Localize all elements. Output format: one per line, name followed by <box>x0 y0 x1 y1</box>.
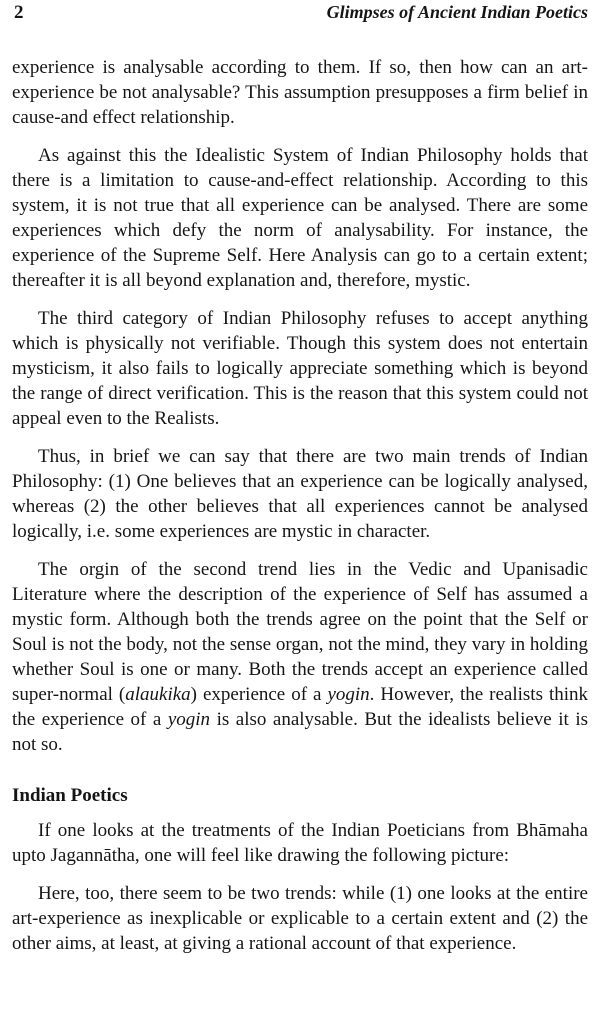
italic-term-alaukika: alaukika <box>125 684 191 705</box>
paragraph-text: . However, the realists think the experience of a <box>12 684 589 730</box>
running-header <box>12 2 588 26</box>
paragraph-poeticians: If one looks at the treatments of the Indian Poeticians from Bhāmaha upto Jagannātha, one will feel like drawing the following picture: <box>12 820 588 866</box>
body-text <box>12 55 588 969</box>
paragraph-text: is also analysable. But the idealists believe it is not so. <box>12 709 589 755</box>
italic-term-yogin: yogin <box>167 709 211 730</box>
paragraph-two-trends: Thus, in brief we can say that there are two main trends of Indian Philosophy: (1) One believes that an experience can be logically analysed, whereas (2) the other believes that all experiences cannot be analysed logically, i.e. some experiences are mystic in character. <box>12 446 588 542</box>
paragraph-text: The orgin of the second trend lies in the Vedic and Upanisadic Literature where the description of the experience of Self has assumed a mystic form. Although both the trends agree on the point that the Self or Soul is not the body, not the sense organ, not the mind, they vary in holding whether Soul is one or many. Both the trends accept an experience called super-normal ( <box>12 559 588 705</box>
book-page <box>12 0 588 1012</box>
paragraph-third-category: The third category of Indian Philosophy refuses to accept anything which is physically not verifiable. Though this system does not entertain mysticism, it also fails to logically appreciate something which is beyond the range of direct verification. This is the reason that this system could not appeal even to the Realists. <box>12 308 588 429</box>
paragraph-poetics-trends: Here, too, there seem to be two trends: while (1) one looks at the entire art-experience as inexplicable or explicable to a certain extent and (2) the other aims, at least, at giving a rational account of that experience. <box>12 883 588 954</box>
paragraph-text: ) experience of a <box>190 684 328 705</box>
section-heading: Indian Poetics <box>12 785 128 806</box>
paragraph-second-trend-origin <box>12 557 588 757</box>
italic-term-yogin: yogin <box>327 684 370 705</box>
page-number: 2 <box>14 2 24 23</box>
book-title: Glimpses of Ancient Indian Poetics <box>326 2 588 22</box>
paragraph-continuation: experience is analysable according to them. If so, then how can an art-experience be not analysable? This assumption presupposes a firm belief in cause-and effect relationship. <box>12 57 588 128</box>
paragraph-idealistic-system: As against this the Idealistic System of Indian Philosophy holds that there is a limitation to cause-and-effect relationship. According to this system, it is not true that all experience can be analysed. There are some experiences which defy the norm of analysability. For instance, the experience of the Supreme Self. Here Analysis can go to a certain extent; thereafter it is all beyond explanation and, therefore, mystic. <box>12 145 588 291</box>
